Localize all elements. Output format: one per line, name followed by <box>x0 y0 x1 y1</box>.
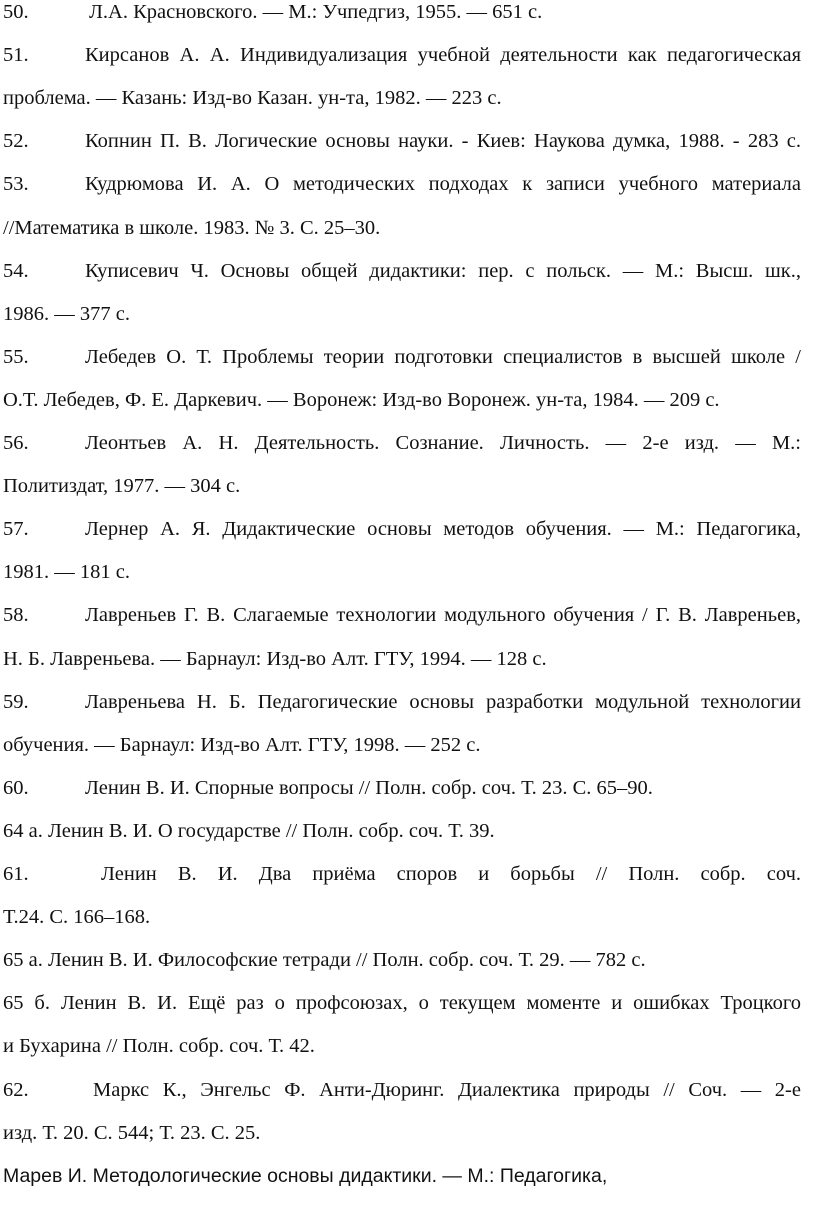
entry-number: 56. <box>3 432 29 454</box>
bibliography-continuation-line: 64 а. Ленин В. И. О государстве // Полн. собр. соч. Т. 39. <box>3 819 495 842</box>
entry-text: Лернер А. Я. Дидактические основы методов обучения. — М.: Педагогика, <box>85 518 801 541</box>
bibliography-entry-line <box>3 35 801 75</box>
bibliography-continuation-line: Н. Б. Лавреньева. — Барнаул: Изд-во Алт. ГТУ, 1994. — 128 с. <box>3 647 547 670</box>
entry-text: Ленин В. И. Спорные вопросы // Полн. собр. соч. Т. 23. С. 65–90. <box>85 776 653 799</box>
entry-number: 51. <box>3 44 29 67</box>
bibliography-entry-line <box>3 423 801 463</box>
entry-text: Леонтьев А. Н. Деятельность. Сознание. Личность. — 2-е изд. — М.: <box>85 432 801 454</box>
entry-text: Маркс К., Энгельс Ф. Анти-Дюринг. Диалектика природы // Соч. — 2-е <box>93 1078 801 1101</box>
entry-number: 57. <box>3 518 29 541</box>
bibliography-entry-line <box>3 164 801 204</box>
entry-number: 53. <box>3 173 29 196</box>
entry-number: 61. <box>3 863 29 885</box>
bibliography-entry-line <box>3 121 801 161</box>
entry-text: Кудрюмова И. А. О методических подходах к записи учебного материала <box>85 173 801 196</box>
bibliography-continuation-line: изд. Т. 20. С. 544; Т. 23. С. 25. <box>3 1121 261 1144</box>
bibliography-entry-line <box>3 682 801 722</box>
entry-number: 62. <box>3 1078 29 1101</box>
bibliography-continuation-line: //Математика в школе. 1983. № 3. С. 25–30. <box>3 216 381 239</box>
bibliography-continuation-line: Марев И. Методологические основы дидактики. — М.: Педагогика, <box>3 1164 608 1187</box>
bibliography-entry-line <box>3 251 801 291</box>
bibliography-continuation-line: 1986. — 377 с. <box>3 302 130 325</box>
entry-text: Куписевич Ч. Основы общей дидактики: пер. с польск. — М.: Высш. шк., <box>85 259 801 282</box>
bibliography-entry-line <box>3 1070 801 1110</box>
bibliography-continuation-line: 65 а. Ленин В. И. Философские тетради // Полн. собр. соч. Т. 29. — 782 с. <box>3 949 646 972</box>
entry-number: 60. <box>3 776 29 799</box>
entry-text: Лебедев О. Т. Проблемы теории подготовки специалистов в высшей школе / <box>85 345 801 368</box>
bibliography-entry-line <box>3 509 801 549</box>
entry-text: Копнин П. В. Логические основы науки. - Киев: Наукова думка, 1988. - 283 с. <box>85 130 801 153</box>
entry-text: Лавреньев Г. В. Слагаемые технологии модульного обучения / Г. В. Лавреньев, <box>85 604 801 627</box>
entry-text: Кирсанов А. А. Индивидуализация учебной деятельности как педагогическая <box>85 44 801 67</box>
bibliography-continuation-line: проблема. — Казань: Изд-во Казан. ун-та, 1982. — 223 с. <box>3 87 502 110</box>
entry-text: Л.А. Красновского. — М.: Учпедгиз, 1955. — 651 с. <box>89 1 543 23</box>
bibliography-continuation-line: О.Т. Лебедев, Ф. Е. Даркевич. — Воронеж: Изд-во Воронеж. ун-та, 1984. — 209 с. <box>3 388 720 411</box>
bibliography-entry-line <box>3 854 801 894</box>
bibliography-continuation-line: Политиздат, 1977. — 304 с. <box>3 475 241 498</box>
entry-number: 54. <box>3 259 29 282</box>
bibliography-entry-line <box>3 768 801 808</box>
entry-text: Лавреньева Н. Б. Педагогические основы разработки модульной технологии <box>85 690 801 713</box>
entry-number: 55. <box>3 345 29 368</box>
bibliography-continuation-line: и Бухарина // Полн. собр. соч. Т. 42. <box>3 1035 315 1058</box>
entry-number: 59. <box>3 690 29 713</box>
entry-number: 52. <box>3 130 29 153</box>
bibliography-continuation-line: Т.24. С. 166–168. <box>3 906 151 929</box>
entry-text: Ленин В. И. Два приёма споров и борьбы // Полн. собр. соч. <box>101 863 801 885</box>
bibliography-entry-line <box>3 0 801 32</box>
entry-number: 58. <box>3 604 29 627</box>
bibliography-continuation-line: 65 б. Ленин В. И. Ещё раз о профсоюзах, о текущем моменте и ошибках Троцкого <box>3 992 801 1015</box>
bibliography-continuation-line: 1981. — 181 с. <box>3 561 130 584</box>
bibliography-continuation-line: обучения. — Барнаул: Изд-во Алт. ГТУ, 1998. — 252 с. <box>3 733 481 756</box>
entry-number: 50. <box>3 1 29 23</box>
bibliography-entry-line <box>3 337 801 377</box>
bibliography-entry-line <box>3 595 801 635</box>
